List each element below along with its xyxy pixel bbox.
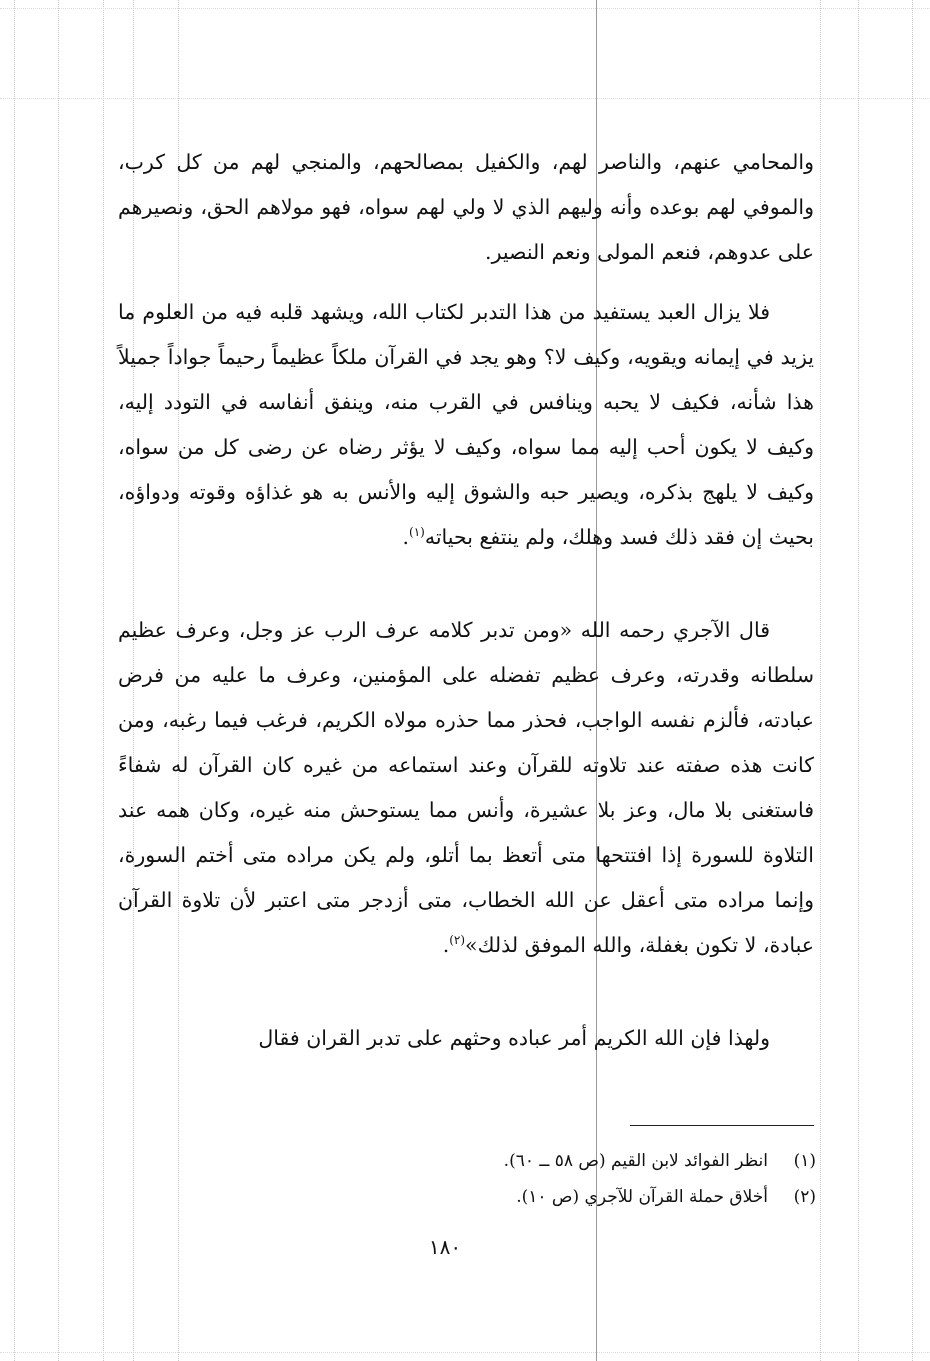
footnote-item <box>300 1143 816 1179</box>
footnote-text: انظر الفوائد لابن القيم (ص ٥٨ ــ ٦٠). <box>503 1151 768 1171</box>
paragraph-content: فلا يزال العبد يستفيد من هذا التدبر لكتاب الله، ويشهد قلبه فيه من العلوم ما يزيد في إيمانه ويقويه، وكيف لا؟ وهو يجد في القرآن ملكاً عظيماً رحيماً جواداً جميلاً هذا شأنه، فكيف لا يحبه وينافس في القرب منه، وينفق أنفاسه في التودد إليه، وكيف لا يكون أحب إليه مما سواه، وكيف لا يؤثر رضاه عن رضى كل من سواه، وكيف لا يلهج بذكره، ويصير حبه والشوق إليه والأنس به هو غذاؤه وقوته ودواؤه، بحيث إن فقد ذلك فسد وهلك، ولم ينتفع بحياته <box>118 300 814 549</box>
scan-guide-line <box>0 8 930 9</box>
body-paragraph <box>118 140 814 275</box>
scan-guide-line <box>820 0 821 1361</box>
scan-guide-line <box>858 0 859 1361</box>
footnote-text: أخلاق حملة القرآن للآجري (ص ١٠). <box>516 1187 768 1207</box>
scan-guide-line <box>58 0 59 1361</box>
body-paragraph <box>118 1016 814 1061</box>
scan-guide-line <box>912 0 913 1361</box>
body-paragraph <box>118 608 814 968</box>
footnote-number: (٢) <box>793 1187 816 1207</box>
page-number: ١٨٠ <box>428 1235 462 1259</box>
scan-guide-line <box>103 0 104 1361</box>
footnote-marker: (١) <box>409 525 425 540</box>
scan-guide-line <box>0 1352 930 1353</box>
paragraph-text: والمحامي عنهم، والناصر لهم، والكفيل بمصالحهم، والمنجي لهم من كل كرب، والموفي لهم بوعده وأنه وليهم الذي لا ولي لهم سواه، فهو مولاهم الحق، ونصيرهم على عدوهم، فنعم المولى ونعم النصير. <box>118 150 814 264</box>
footnote-item <box>300 1179 816 1215</box>
paragraph-content: قال الآجري رحمه الله «ومن تدبر كلامه عرف الرب عز وجل، وعرف عظيم سلطانه وقدرته، وعرف عظيم تفضله على المؤمنين، وعرف ما عليه من فرض عبادته، فألزم نفسه الواجب، فحذر مما حذره مولاه الكريم، فرغب فيما رغبه، ومن كانت هذه صفته عند تلاوته للقرآن وعند استماعه من غيره كان القرآن له شفاءً فاستغنى بلا مال، وعز بلا عشيرة، وأنس مما يستوحش منه غيره، وكان همه عند التلاوة للسورة إذا افتتحها متى أتعظ بما أتلو، ولم يكن مراده متى أختم السورة، وإنما مراده متى أعقل عن الله الخطاب، متى أزدجر متى اعتبر لأن تلاوة القرآن عبادة، لا تكون بغفلة، والله الموفق لذلك» <box>118 618 814 957</box>
body-paragraph <box>118 290 814 560</box>
paragraph-text: قال الآجري رحمه الله «ومن تدبر كلامه عرف الرب عز وجل، وعرف عظيم سلطانه وقدرته، وعرف عظيم تفضله على المؤمنين، وعرف ما عليه من فرض عبادته، فألزم نفسه الواجب، فحذر مما حذره مولاه الكريم، فرغب فيما رغبه، ومن كانت هذه صفته عند تلاوته للقرآن وعند استماعه من غيره كان القرآن له شفاءً فاستغنى بلا مال، وعز بلا عشيرة، وأنس مما يستوحش منه غيره، وكان همه عند التلاوة للسورة إذا افتتحها متى أتعظ بما أتلو، ولم يكن مراده متى أختم السورة، وإنما مراده متى أعقل عن الله الخطاب، متى أزدجر متى اعتبر لأن تلاوة القرآن عبادة، لا تكون بغفلة، والله الموفق لذلك»$^{(٢)}$. <box>118 618 814 957</box>
footnotes <box>300 1143 816 1215</box>
scan-guide-line <box>0 98 930 99</box>
paragraph-text: فلا يزال العبد يستفيد من هذا التدبر لكتاب الله، ويشهد قلبه فيه من العلوم ما يزيد في إيمانه ويقويه، وكيف لا؟ وهو يجد في القرآن ملكاً عظيماً رحيماً جواداً جميلاً هذا شأنه، فكيف لا يحبه وينافس في القرب منه، وينفق أنفاسه في التودد إليه، وكيف لا يكون أحب إليه مما سواه، وكيف لا يؤثر رضاه عن رضى كل من سواه، وكيف لا يلهج بذكره، ويصير حبه والشوق إليه والأنس به هو غذاؤه وقوته ودواؤه، بحيث إن فقد ذلك فسد وهلك، ولم ينتفع بحياته$^{(١)}$. <box>118 300 814 549</box>
footnote-marker: (٢) <box>449 933 466 948</box>
footnote-number: (١) <box>793 1151 816 1171</box>
paragraph-text: ولهذا فإن الله الكريم أمر عباده وحثهم على تدبر القران فقال <box>258 1026 770 1050</box>
footnote-divider <box>630 1125 814 1126</box>
scan-guide-line <box>14 0 15 1361</box>
